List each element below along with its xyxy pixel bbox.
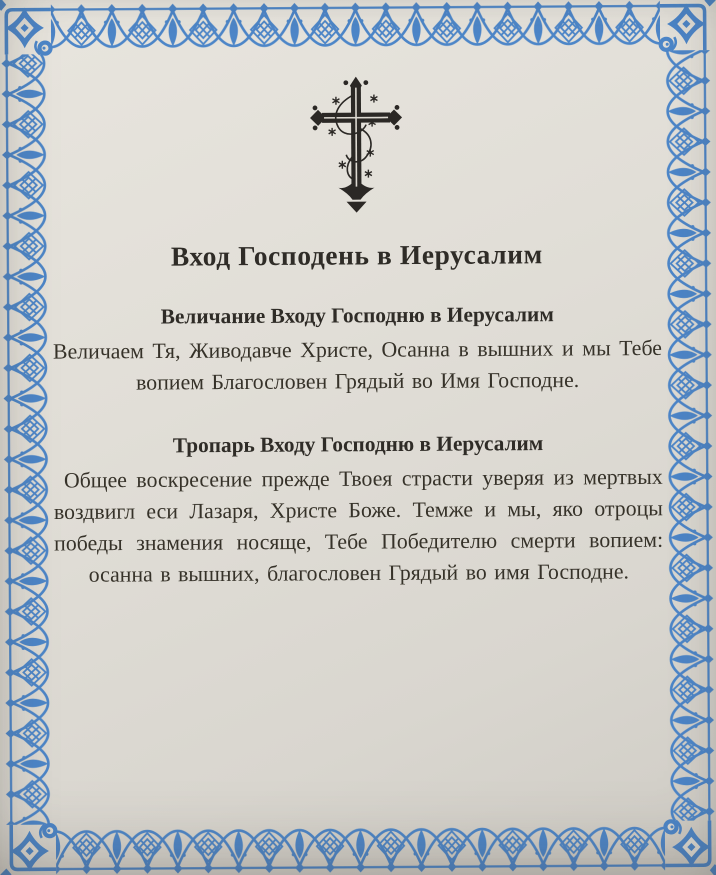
- sheet-content: [51, 75, 663, 591]
- section-body-velichanie: Величаем Тя, Живодавче Христе, Осанна в вышних и мы Тебе вопием Благословен Грядый во Имя Господне.: [52, 335, 663, 395]
- section-tropar: [53, 430, 663, 591]
- page-title: Вход Господень в Иерусалим: [170, 238, 543, 272]
- section-heading-tropar: Тропарь Входу Господню в Иерусалим: [172, 430, 544, 458]
- section-heading-velichanie: Величание Входу Господню в Иерусалим: [160, 301, 554, 329]
- section-velichanie: [53, 301, 663, 399]
- section-body-tropar: Общее воскресение прежде Твоея страсти уверяя из мертвых воздвигл еси Лазаря, Христе Боже. Темже и мы, яко отроцы победы знамения носяще, Тебе Победителю смерти вопием: осанна в вышних, благословен Грядый во имя Господне.: [53, 464, 664, 587]
- orthodox-cross-icon: [307, 76, 405, 213]
